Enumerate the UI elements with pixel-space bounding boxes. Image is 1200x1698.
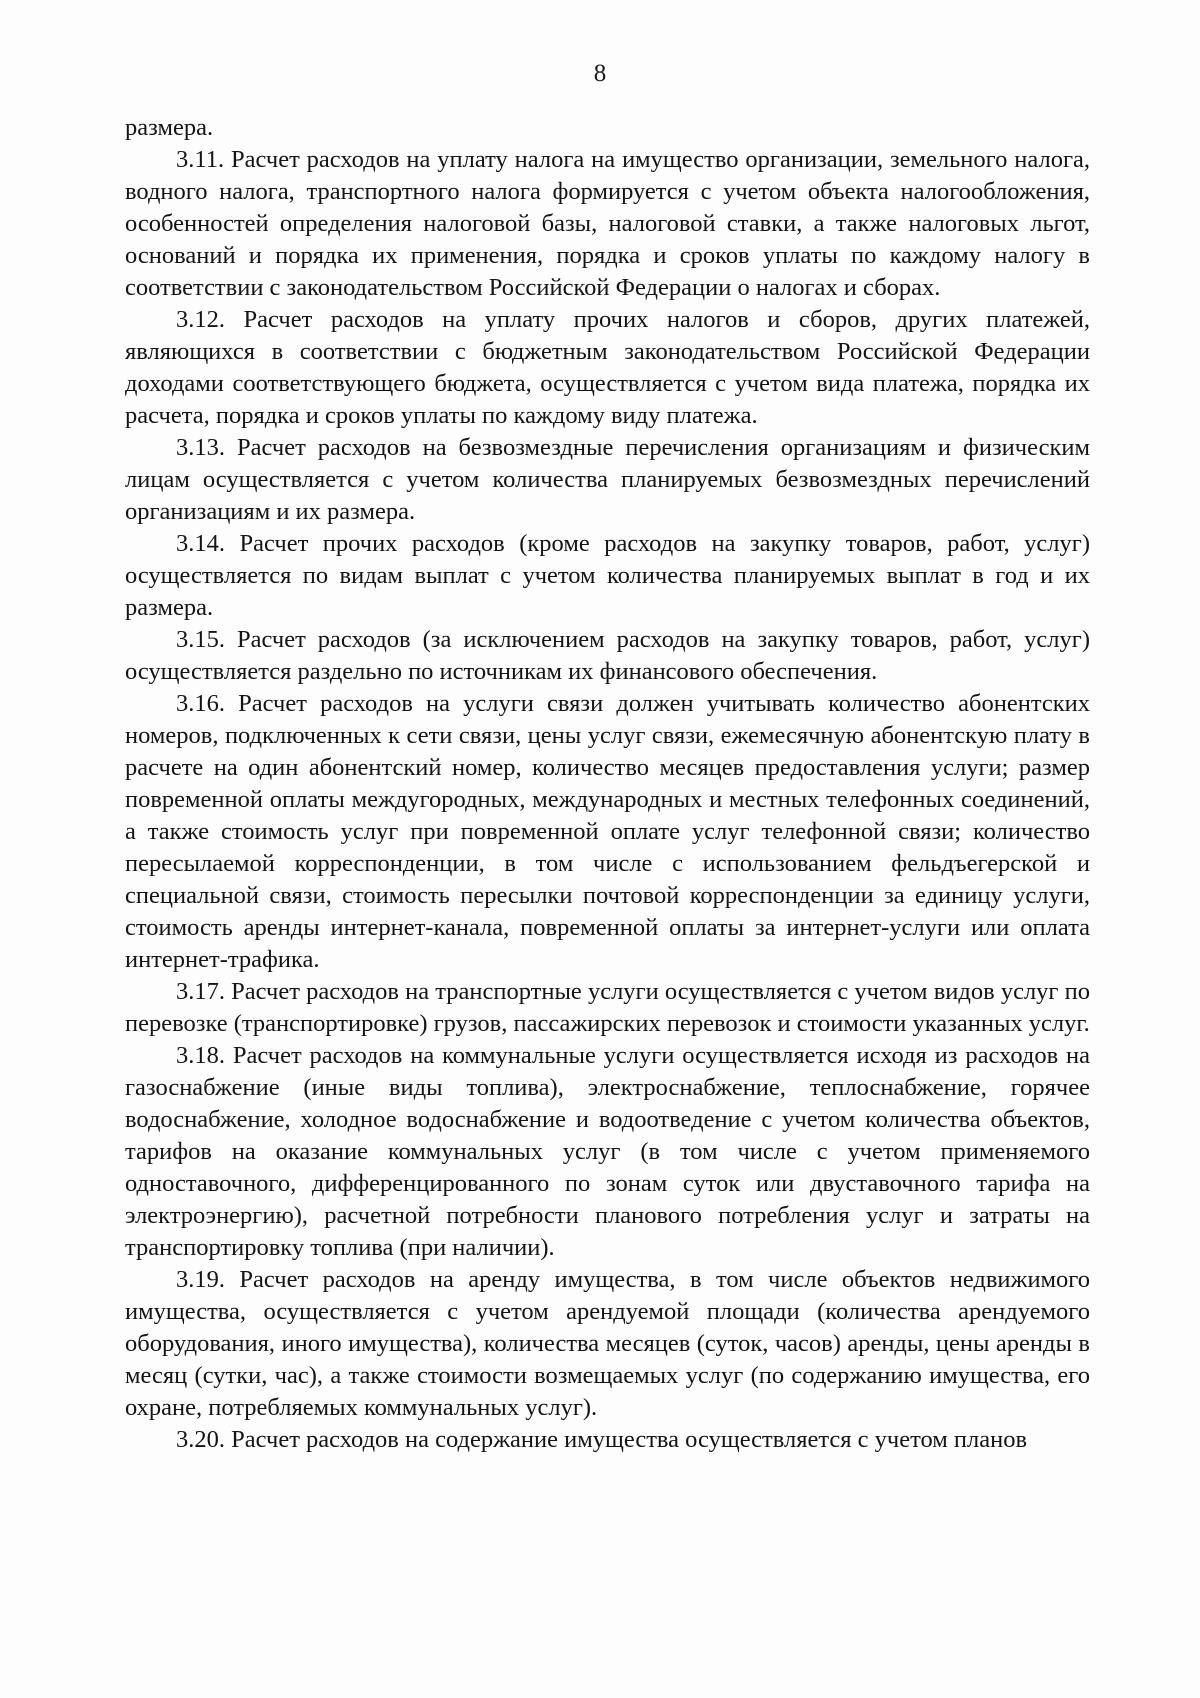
paragraph-3-12: 3.12. Расчет расходов на уплату прочих налогов и сборов, других платежей, являющихся в соответствии с бюджетным законодательством Российской Федерации доходами соответствующего бюджета, осуществляется с учетом вида платежа, порядка их расчета, порядка и сроков уплаты по каждому виду платежа. xyxy=(125,306,1090,429)
document-body xyxy=(125,112,1090,1456)
paragraph-3-14: 3.14. Расчет прочих расходов (кроме расходов на закупку товаров, работ, услуг) осуществляется по видам выплат с учетом количества планируемых выплат в год и их размера. xyxy=(125,530,1090,621)
paragraph-3-13: 3.13. Расчет расходов на безвозмездные перечисления организациям и физическим лицам осуществляется с учетом количества планируемых безвозмездных перечислений организациям и их размера. xyxy=(125,434,1090,525)
paragraph-3-16: 3.16. Расчет расходов на услуги связи должен учитывать количество абонентских номеров, подключенных к сети связи, цены услуг связи, ежемесячную абонентскую плату в расчете на один абонентский номер, количество месяцев предоставления услуги; размер повременной оплаты междугородных, международных и местных телефонных соединений, а также стоимость услуг при повременной оплате услуг телефонной связи; количество пересылаемой корреспонденции, в том числе с использованием фельдъегерской и специальной связи, стоимость пересылки почтовой корреспонденции за единицу услуги, стоимость аренды интернет-канала, повременной оплаты за интернет-услуги или оплата интернет-трафика. xyxy=(125,690,1090,973)
paragraph-continuation: размера. xyxy=(125,114,214,141)
page-number: 8 xyxy=(593,60,607,87)
paragraph-3-19: 3.19. Расчет расходов на аренду имущества, в том числе объектов недвижимого имущества, осуществляется с учетом арендуемой площади (количества арендуемого оборудования, иного имущества), количества месяцев (суток, часов) аренды, цены аренды в месяц (сутки, час), а также стоимости возмещаемых услуг (по содержанию имущества, его охране, потребляемых коммунальных услуг). xyxy=(125,1266,1090,1421)
paragraph-3-11: 3.11. Расчет расходов на уплату налога на имущество организации, земельного налога, водного налога, транспортного налога формируется с учетом объекта налогообложения, особенностей определения налоговой базы, налоговой ставки, а также налоговых льгот, оснований и порядка их применения, порядка и сроков уплаты по каждому налогу в соответствии с законодательством Российской Федерации о налогах и сборах. xyxy=(125,146,1090,301)
paragraph-3-20: 3.20. Расчет расходов на содержание имущества осуществляется с учетом планов xyxy=(176,1426,1028,1453)
paragraph-3-17: 3.17. Расчет расходов на транспортные услуги осуществляется с учетом видов услуг по перевозке (транспортировке) грузов, пассажирских перевозок и стоимости указанных услуг. xyxy=(125,978,1090,1037)
paragraph-3-18: 3.18. Расчет расходов на коммунальные услуги осуществляется исходя из расходов на газоснабжение (иные виды топлива), электроснабжение, теплоснабжение, горячее водоснабжение, холодное водоснабжение и водоотведение с учетом количества объектов, тарифов на оказание коммунальных услуг (в том числе с учетом применяемого одноставочного, дифференцированного по зонам суток или двуставочного тарифа на электроэнергию), расчетной потребности планового потребления услуг и затраты на транспортировку топлива (при наличии). xyxy=(125,1042,1090,1261)
paragraph-3-15: 3.15. Расчет расходов (за исключением расходов на закупку товаров, работ, услуг) осуществляется раздельно по источникам их финансового обеспечения. xyxy=(125,626,1090,685)
